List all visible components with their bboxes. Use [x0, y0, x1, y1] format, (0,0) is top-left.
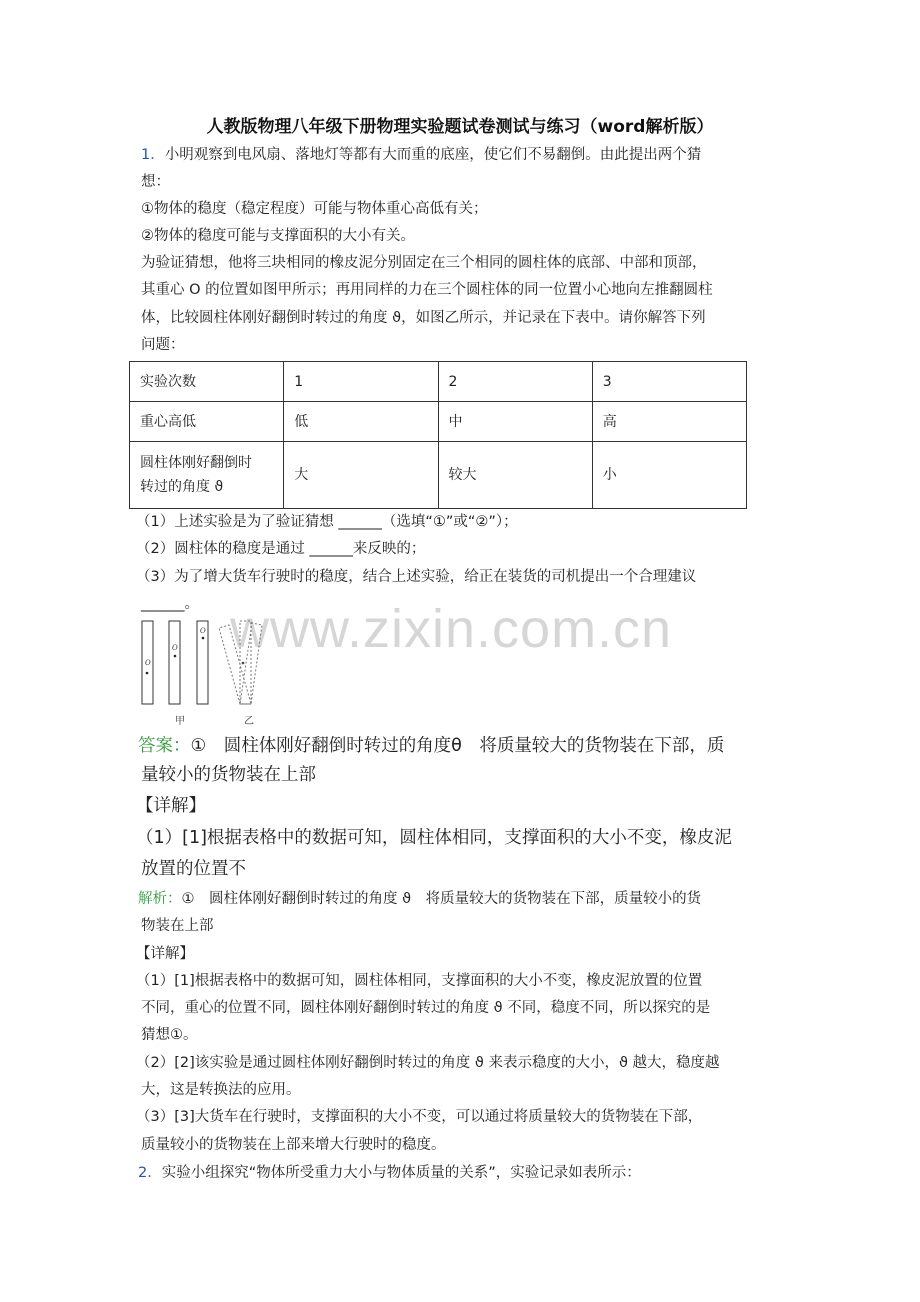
experiment-table [129, 361, 747, 509]
table-cell: 大 [284, 442, 438, 509]
table-cell-line: 转过的角度 ϑ [140, 479, 224, 495]
q1-sub-1: （1）上述实验是为了验证猜想 ______（选填“①”或“②”）； [136, 514, 518, 530]
analysis-detail-heading: 【详解】 [136, 946, 194, 962]
table-row [130, 442, 747, 509]
table-cell: 较大 [438, 442, 592, 509]
q1-para-line-3: 体，比较圆柱体刚好翻倒时转过的角度 ϑ，如图乙所示，并记录在下表中。请你解答下列 [141, 310, 706, 326]
svg-text:O: O [145, 659, 151, 667]
answer-text: ① 圆柱体刚好翻倒时转过的角度θ 将质量较大的货物装在下部，质 [190, 736, 725, 756]
answer-line-1 [138, 734, 724, 758]
table-cell: 2 [438, 362, 592, 402]
answer-detail-line-1: （1）[1]根据表格中的数据可知，圆柱体相同，支撑面积的大小不变，橡皮泥 [136, 828, 732, 848]
q1-stem-line-2: 想： [141, 174, 170, 190]
table-cell: 小 [592, 442, 746, 509]
analysis-text: ① 圆柱体刚好翻倒时转过的角度 ϑ 将质量较大的货物装在下部，质量较小的货 [181, 891, 702, 907]
table-row [130, 402, 747, 442]
table-cell: 高 [592, 402, 746, 442]
analysis-p3-line-1: （3）[3]大货车在行驶时，支撑面积的大小不变，可以通过将质量较大的货物装在下部， [136, 1109, 703, 1125]
answer-label: 答案： [138, 736, 191, 756]
table-cell: 中 [438, 402, 592, 442]
q1-number: 1． [141, 147, 165, 163]
q1-guess-2: ②物体的稳度可能与支撑面积的大小有关。 [141, 228, 415, 244]
analysis-line-2: 物装在上部 [141, 918, 214, 934]
watermark: www.zixin.com.cn [230, 599, 673, 659]
table-cell [130, 442, 284, 509]
q2-number: 2． [138, 1165, 162, 1181]
table-cell: 实验次数 [130, 362, 284, 402]
document-title: 人教版物理八年级下册物理实验题试卷测试与练习（word解析版） [206, 117, 714, 137]
analysis-p1-line-3: 猜想①。 [141, 1027, 198, 1043]
svg-text:O: O [172, 644, 178, 652]
q2-stem [138, 1163, 641, 1183]
answer-detail-line-2: 放置的位置不 [141, 859, 246, 879]
analysis-p2-line-2: 大，这是转换法的应用。 [141, 1082, 301, 1098]
table-cell: 低 [284, 402, 438, 442]
svg-text:O: O [200, 627, 206, 635]
analysis-p1-line-1: （1）[1]根据表格中的数据可知，圆柱体相同，支撑面积的大小不变，橡皮泥放置的位置 [136, 973, 703, 989]
table-cell: 3 [592, 362, 746, 402]
table-cell: 重心高低 [130, 402, 284, 442]
q1-stem-text: 小明观察到电风扇、落地灯等都有大而重的底座，使它们不易翻倒。由此提出两个猜 [164, 147, 702, 163]
analysis-label: 解析： [138, 891, 182, 907]
answer-line-2: 量较小的货物装在上部 [141, 765, 316, 785]
analysis-p3-line-2: 质量较小的货物装在上部来增大行驶时的稳度。 [141, 1137, 446, 1153]
figure-cylinders [136, 618, 276, 730]
q1-para-line-2: 其重心 O 的位置如图甲所示；再用同样的力在三个圆柱体的同一位置小心地向左推翻圆柱 [141, 282, 713, 298]
q1-para-line-1: 为验证猜想，他将三块相同的橡皮泥分别固定在三个相同的圆柱体的底部、中部和顶部， [141, 255, 707, 271]
table-row [130, 362, 747, 402]
q1-sub-3-line-2: ______。 [141, 596, 199, 612]
figure-label-jia: 甲 [175, 716, 185, 727]
q2-stem-text: 实验小组探究“物体所受重力大小与物体质量的关系”，实验记录如表所示： [161, 1165, 641, 1181]
figure-label-yi: 乙 [244, 716, 254, 727]
analysis-p1-line-2: 不同，重心的位置不同，圆柱体刚好翻倒时转过的角度 ϑ 不同，稳度不同，所以探究的是 [141, 1000, 711, 1016]
q1-stem-line-1 [141, 145, 701, 165]
analysis-p2-line-1: （2）[2]该实验是通过圆柱体刚好翻倒时转过的角度 ϑ 来表示稳度的大小，ϑ 越大，稳度越 [136, 1055, 720, 1071]
answer-detail-heading: 【详解】 [136, 796, 206, 816]
q1-guess-1: ①物体的稳度（稳定程度）可能与物体重心高低有关； [141, 201, 488, 217]
analysis-line-1 [138, 889, 701, 909]
q1-para-line-4: 问题： [141, 337, 185, 353]
q1-sub-3-line-1: （3）为了增大货车行驶时的稳度，结合上述实验，给正在装货的司机提出一个合理建议 [136, 569, 697, 585]
table-cell: 1 [284, 362, 438, 402]
cylinders-diagram [136, 618, 276, 730]
table-cell-line: 圆柱体刚好翻倒时 [140, 455, 252, 471]
q1-sub-2: （2）圆柱体的稳度是通过 ______来反映的； [136, 541, 426, 557]
